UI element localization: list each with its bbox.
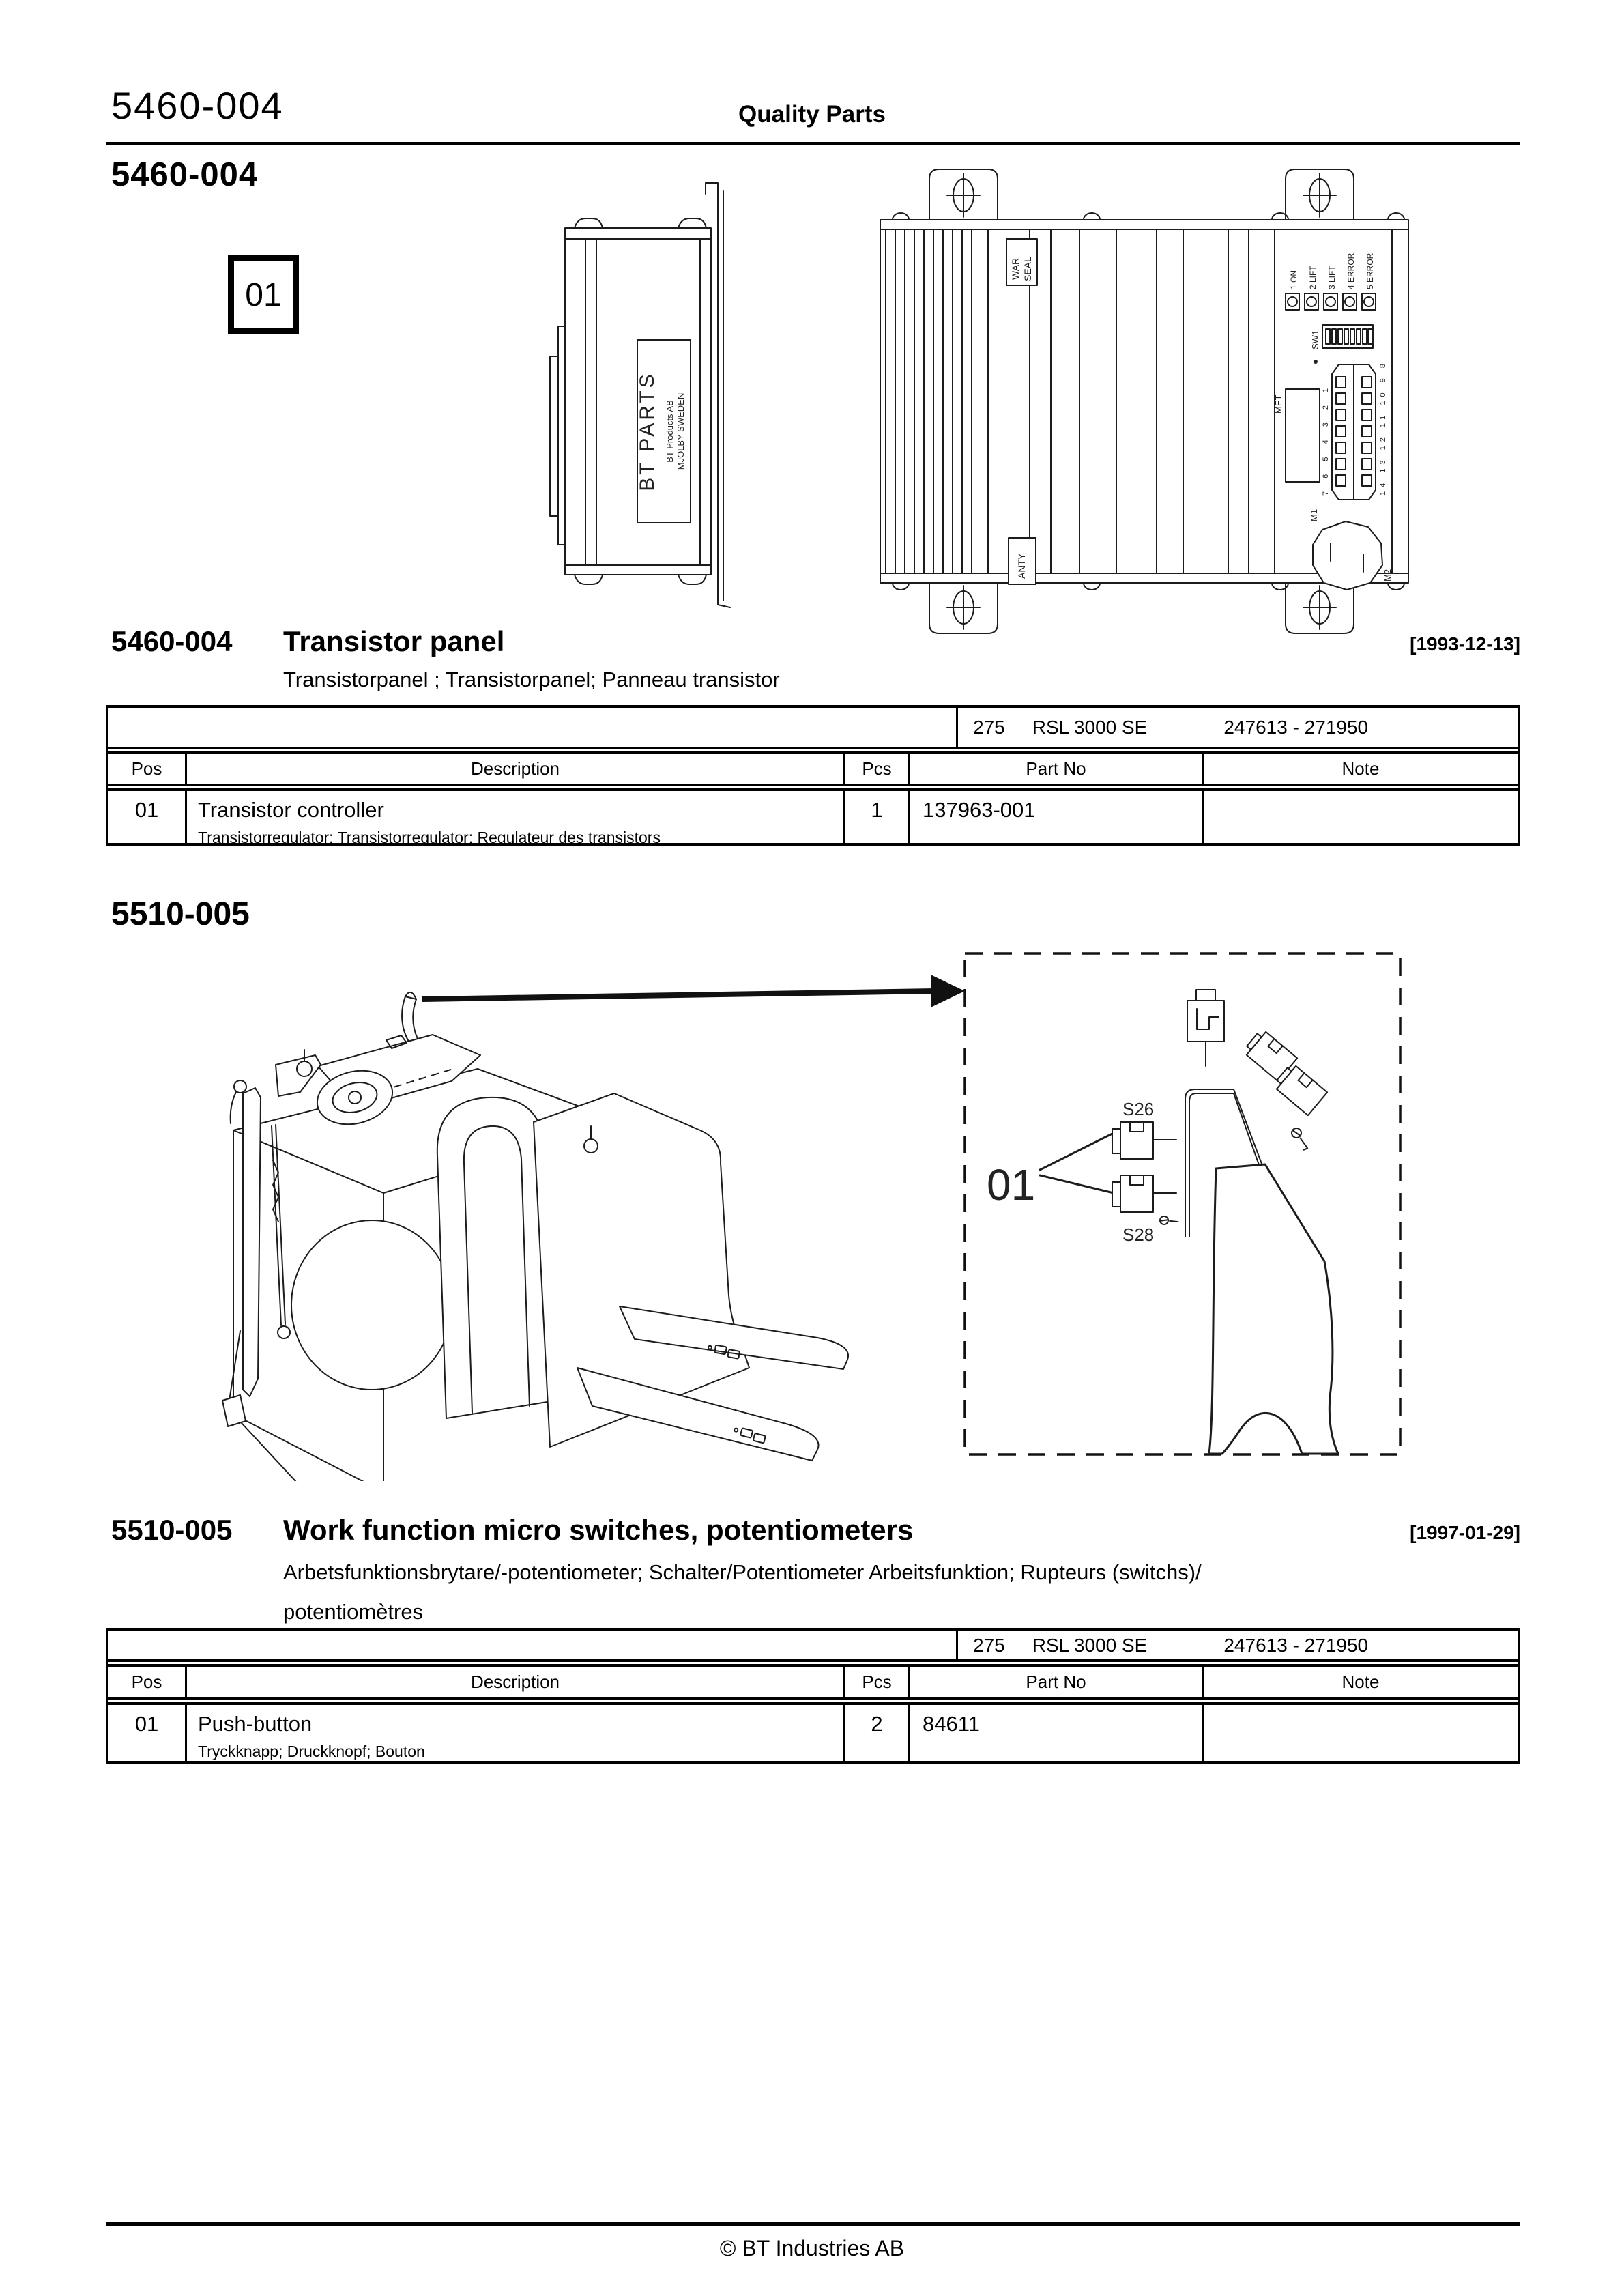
header-rule: [106, 142, 1520, 145]
model-info: [958, 708, 1518, 747]
model-row-spacer: [108, 1631, 958, 1659]
top-view-drawing: [880, 169, 1408, 633]
section1-title: Transistor panel: [283, 625, 505, 657]
s26-label: S26: [1122, 1099, 1155, 1119]
model-info: [958, 1631, 1518, 1659]
section2-parts-table: [106, 1628, 1520, 1764]
col-header-description: Description: [187, 754, 845, 784]
model-row-spacer: [108, 708, 958, 747]
screw-icon: [1287, 1126, 1314, 1151]
description-translations: Tryckknapp; Druckknopf; Bouton: [198, 1742, 425, 1760]
m2-label: M2: [1382, 569, 1393, 582]
header-title: Quality Parts: [738, 101, 886, 128]
figure1-transistor-panel-drawing: [519, 164, 1419, 642]
table-header-row: [108, 754, 1518, 791]
cell-partno: 137963-001: [910, 791, 1204, 843]
met-label: MET: [1273, 394, 1284, 414]
seal-top-text-1: WAR: [1010, 257, 1021, 280]
footer-rule: [106, 2222, 1520, 2226]
col-header-pcs: Pcs: [845, 1667, 910, 1697]
col-header-partno: Part No: [910, 754, 1204, 784]
col-header-pcs: Pcs: [845, 754, 910, 784]
cell-pos: 01: [108, 1705, 187, 1761]
footer-copyright: © BT Industries AB: [719, 2236, 905, 2261]
detail-callout-01: 01: [987, 1160, 1036, 1209]
serial-range: 247613 - 271950: [1223, 1634, 1369, 1656]
detail-arrow: [422, 975, 965, 1007]
header-doc-number: 5460-004: [111, 84, 284, 127]
table-row: [108, 1705, 1518, 1761]
s28-label: S28: [1122, 1224, 1155, 1245]
section1-date: [1993-12-13]: [1410, 633, 1520, 655]
section1-parts-table: [106, 705, 1520, 846]
led-label-on: 1 ON: [1289, 270, 1299, 289]
plate-text-bt-parts: BT PARTS: [636, 371, 658, 491]
section2-title: Work function micro switches, potentiometers: [283, 1514, 914, 1546]
table-row: [108, 1631, 1518, 1667]
cell-description: [187, 1705, 845, 1761]
model-code: 275: [973, 716, 1005, 738]
cell-pcs: 1: [845, 791, 910, 843]
col-header-note: Note: [1342, 1671, 1380, 1692]
table-row: [108, 791, 1518, 846]
serial-range: 247613 - 271950: [1223, 716, 1369, 738]
led-label-lift1: 2 LIFT: [1308, 266, 1318, 289]
figure2-heading: 5510-005: [111, 896, 250, 932]
description-translations: Transistorregulator; Transistorregulator; Regulateur des transistors: [198, 829, 661, 846]
cell-partno: 84611: [910, 1705, 1204, 1761]
col-header-description: Description: [187, 1667, 845, 1697]
side-view-drawing: [550, 183, 730, 607]
s26-switch: [1112, 1122, 1176, 1159]
push-button-drawing: [1187, 990, 1224, 1066]
plate-text-bt-products: BT Products AB: [665, 400, 675, 463]
seal-top-text-2: SEAL: [1022, 257, 1033, 281]
section2-subtitle-line2: potentiomètres: [283, 1600, 424, 1624]
m1-label: M1: [1309, 508, 1319, 521]
seal-bottom-text: ANTY: [1016, 553, 1027, 579]
led-label-error1: 4 ERROR: [1346, 253, 1356, 289]
figure1-callout-box: 01: [228, 255, 299, 334]
section2-subtitle-line1: Arbetsfunktionsbrytare/-potentiometer; Schalter/Potentiometer Arbeitsfunktion; Rupteurs (switchs)/: [283, 1560, 1202, 1584]
description-main: Push-button: [198, 1712, 313, 1736]
col-header-note: Note: [1342, 758, 1380, 779]
model-code: 275: [973, 1634, 1005, 1656]
section1-subtitle: Transistorpanel ; Transistorpanel; Panneau transistor: [283, 668, 780, 691]
led-label-lift2: 3 LIFT: [1327, 266, 1337, 289]
cell-note: [1204, 791, 1518, 843]
cell-note: [1204, 1705, 1518, 1761]
section2-date: [1997-01-29]: [1410, 1522, 1520, 1543]
col-header-pos: Pos: [108, 754, 187, 784]
led-label-error2: 5 ERROR: [1365, 253, 1375, 289]
detail-box: [965, 953, 1400, 1454]
model-name: RSL 3000 SE: [1032, 716, 1148, 738]
plate-text-mjolby: MJOLBY SWEDEN: [676, 392, 686, 470]
s28-switch: [1112, 1175, 1176, 1212]
section-doc-number-bold: 5460-004: [111, 156, 259, 193]
model-name: RSL 3000 SE: [1032, 1634, 1148, 1656]
description-main: Transistor controller: [198, 798, 384, 822]
cell-description: [187, 791, 845, 846]
figure2-truck-drawing: [191, 942, 1419, 1481]
table-row: [108, 708, 1518, 754]
table-header-row: [108, 1667, 1518, 1705]
section2-number: 5510-005: [111, 1514, 233, 1546]
cell-pos: 01: [108, 791, 187, 843]
sw1-label: SW1: [1310, 330, 1320, 349]
section1-number: 5460-004: [111, 625, 233, 657]
col-header-pos: Pos: [108, 1667, 187, 1697]
connector-pins-right: 14 13 12 11 10 9 8: [1379, 360, 1387, 496]
pallet-truck-drawing: [222, 992, 848, 1481]
cell-pcs: 2: [845, 1705, 910, 1761]
col-header-partno: Part No: [910, 1667, 1204, 1697]
connector-pins-left: 7 6 5 4 3 2 1: [1322, 382, 1330, 496]
screw-icon: [1159, 1214, 1178, 1225]
